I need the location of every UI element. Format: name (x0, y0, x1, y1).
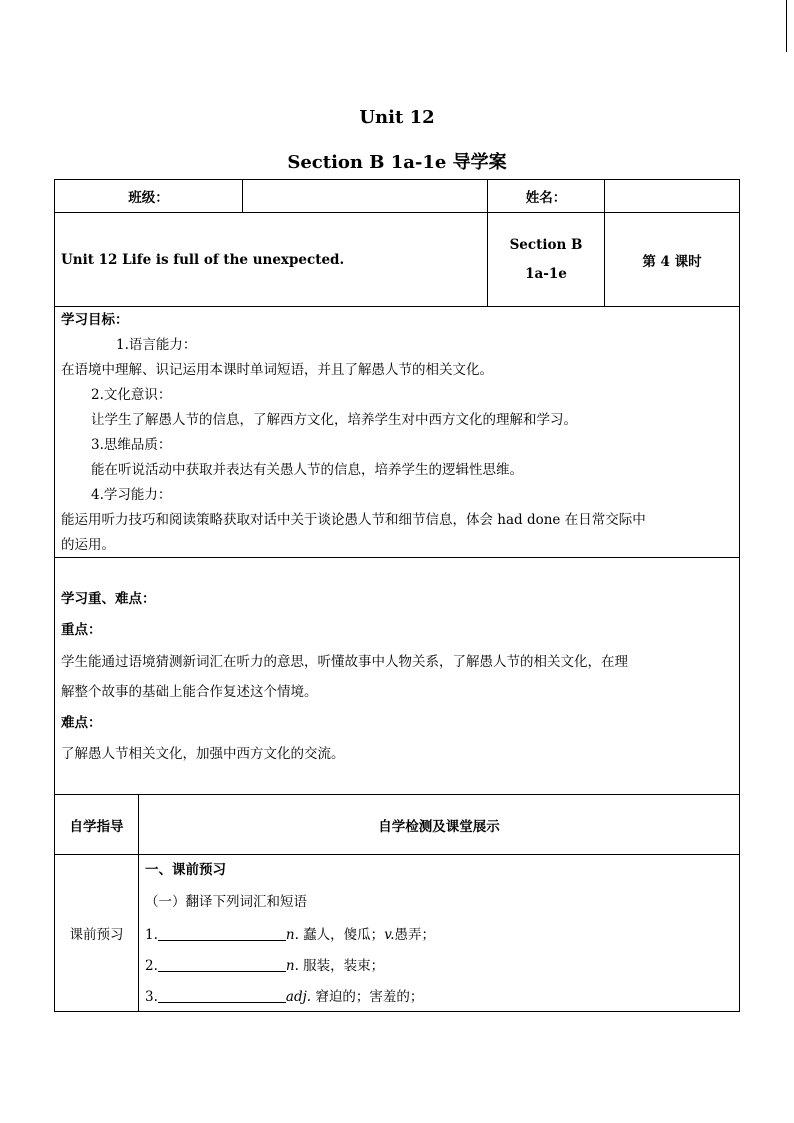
section-title: Section B 1a-1e 导学案 (287, 152, 507, 173)
objective-line: 能运用听力技巧和阅读策略获取对话中关于谈论愚人节和细节信息，体会 had done 在日常交际中 (61, 512, 646, 528)
objective-line: 3.思维品质： (91, 437, 172, 453)
difficulty-label: 难点： (61, 715, 102, 731)
objectives-section (54, 306, 740, 558)
difficulty-text: 了解愚人节相关文化，加强中西方文化的交流。 (61, 746, 345, 762)
answer-blank[interactable] (158, 957, 286, 972)
section-cell (487, 212, 605, 307)
guide-col1-header: 自学指导 (54, 794, 139, 855)
answer-blank[interactable] (158, 988, 286, 1003)
objective-line: 让学生了解愚人节的信息，了解西方文化，培养学生对中西方文化的理解和学习。 (91, 412, 577, 428)
vocab-item (145, 926, 735, 944)
objectives-heading: 学习目标： (61, 312, 129, 328)
class-label: 班级： (54, 179, 243, 213)
vocab-pos: n. (285, 927, 299, 943)
section-line1: Section B (509, 237, 583, 253)
key-points-section (54, 557, 740, 795)
preview-row-label: 课前预习 (54, 854, 139, 1012)
answer-blank[interactable] (158, 926, 286, 941)
vocab-number: 1. (145, 927, 158, 943)
vocab-meaning: 蠢人，傻瓜； (298, 927, 385, 943)
objective-line: 4.学习能力： (91, 487, 172, 503)
lesson-title: Unit 12 Life is full of the unexpected. (54, 212, 488, 307)
focus-label: 重点： (61, 622, 102, 638)
guide-col2-header: 自学检测及课堂展示 (138, 794, 740, 855)
vocab-meaning2: 愚弄； (394, 927, 436, 943)
objective-line: 能在听说活动中获取并表达有关愚人节的信息，培养学生的逻辑性思维。 (91, 462, 523, 478)
page-edge-mark (786, 0, 787, 52)
focus-line: 学生能通过语境猜测新词汇在听力的意思，听懂故事中人物关系，了解愚人节的相关文化，在理 (61, 654, 628, 670)
vocab-meaning: 服装，装束； (298, 958, 385, 974)
vocab-pos: n. (285, 958, 299, 974)
key-points-heading: 学习重、难点： (61, 591, 156, 607)
focus-line: 解整个故事的基础上能合作复述这个情境。 (61, 684, 318, 700)
period-label: 第 4 课时 (604, 212, 740, 307)
vocab-meaning: 窘迫的；害羞的； (311, 989, 424, 1005)
vocab-pos2: v. (384, 927, 395, 943)
unit-title: Unit 12 (359, 107, 435, 128)
name-label: 姓名： (487, 179, 605, 213)
preview-section-title: 一、课前预习 (145, 862, 226, 878)
vocab-item (145, 988, 735, 1006)
preview-content (138, 854, 740, 1012)
name-field[interactable] (604, 179, 740, 213)
objective-line: 2.文化意识： (91, 387, 172, 403)
vocab-number: 3. (145, 989, 158, 1005)
objective-line: 的运用。 (61, 537, 115, 553)
objective-line: 在语境中理解、识记运用本课时单词短语，并且了解愚人节的相关文化。 (61, 362, 493, 378)
vocab-number: 2. (145, 958, 158, 974)
preview-subtitle: （一）翻译下列词汇和短语 (145, 894, 307, 910)
class-field[interactable] (242, 179, 488, 213)
objective-line: 1.语言能力： (116, 337, 197, 353)
section-line2: 1a-1e (525, 266, 567, 282)
vocab-pos: adj. (285, 989, 312, 1005)
vocab-item (145, 957, 735, 975)
